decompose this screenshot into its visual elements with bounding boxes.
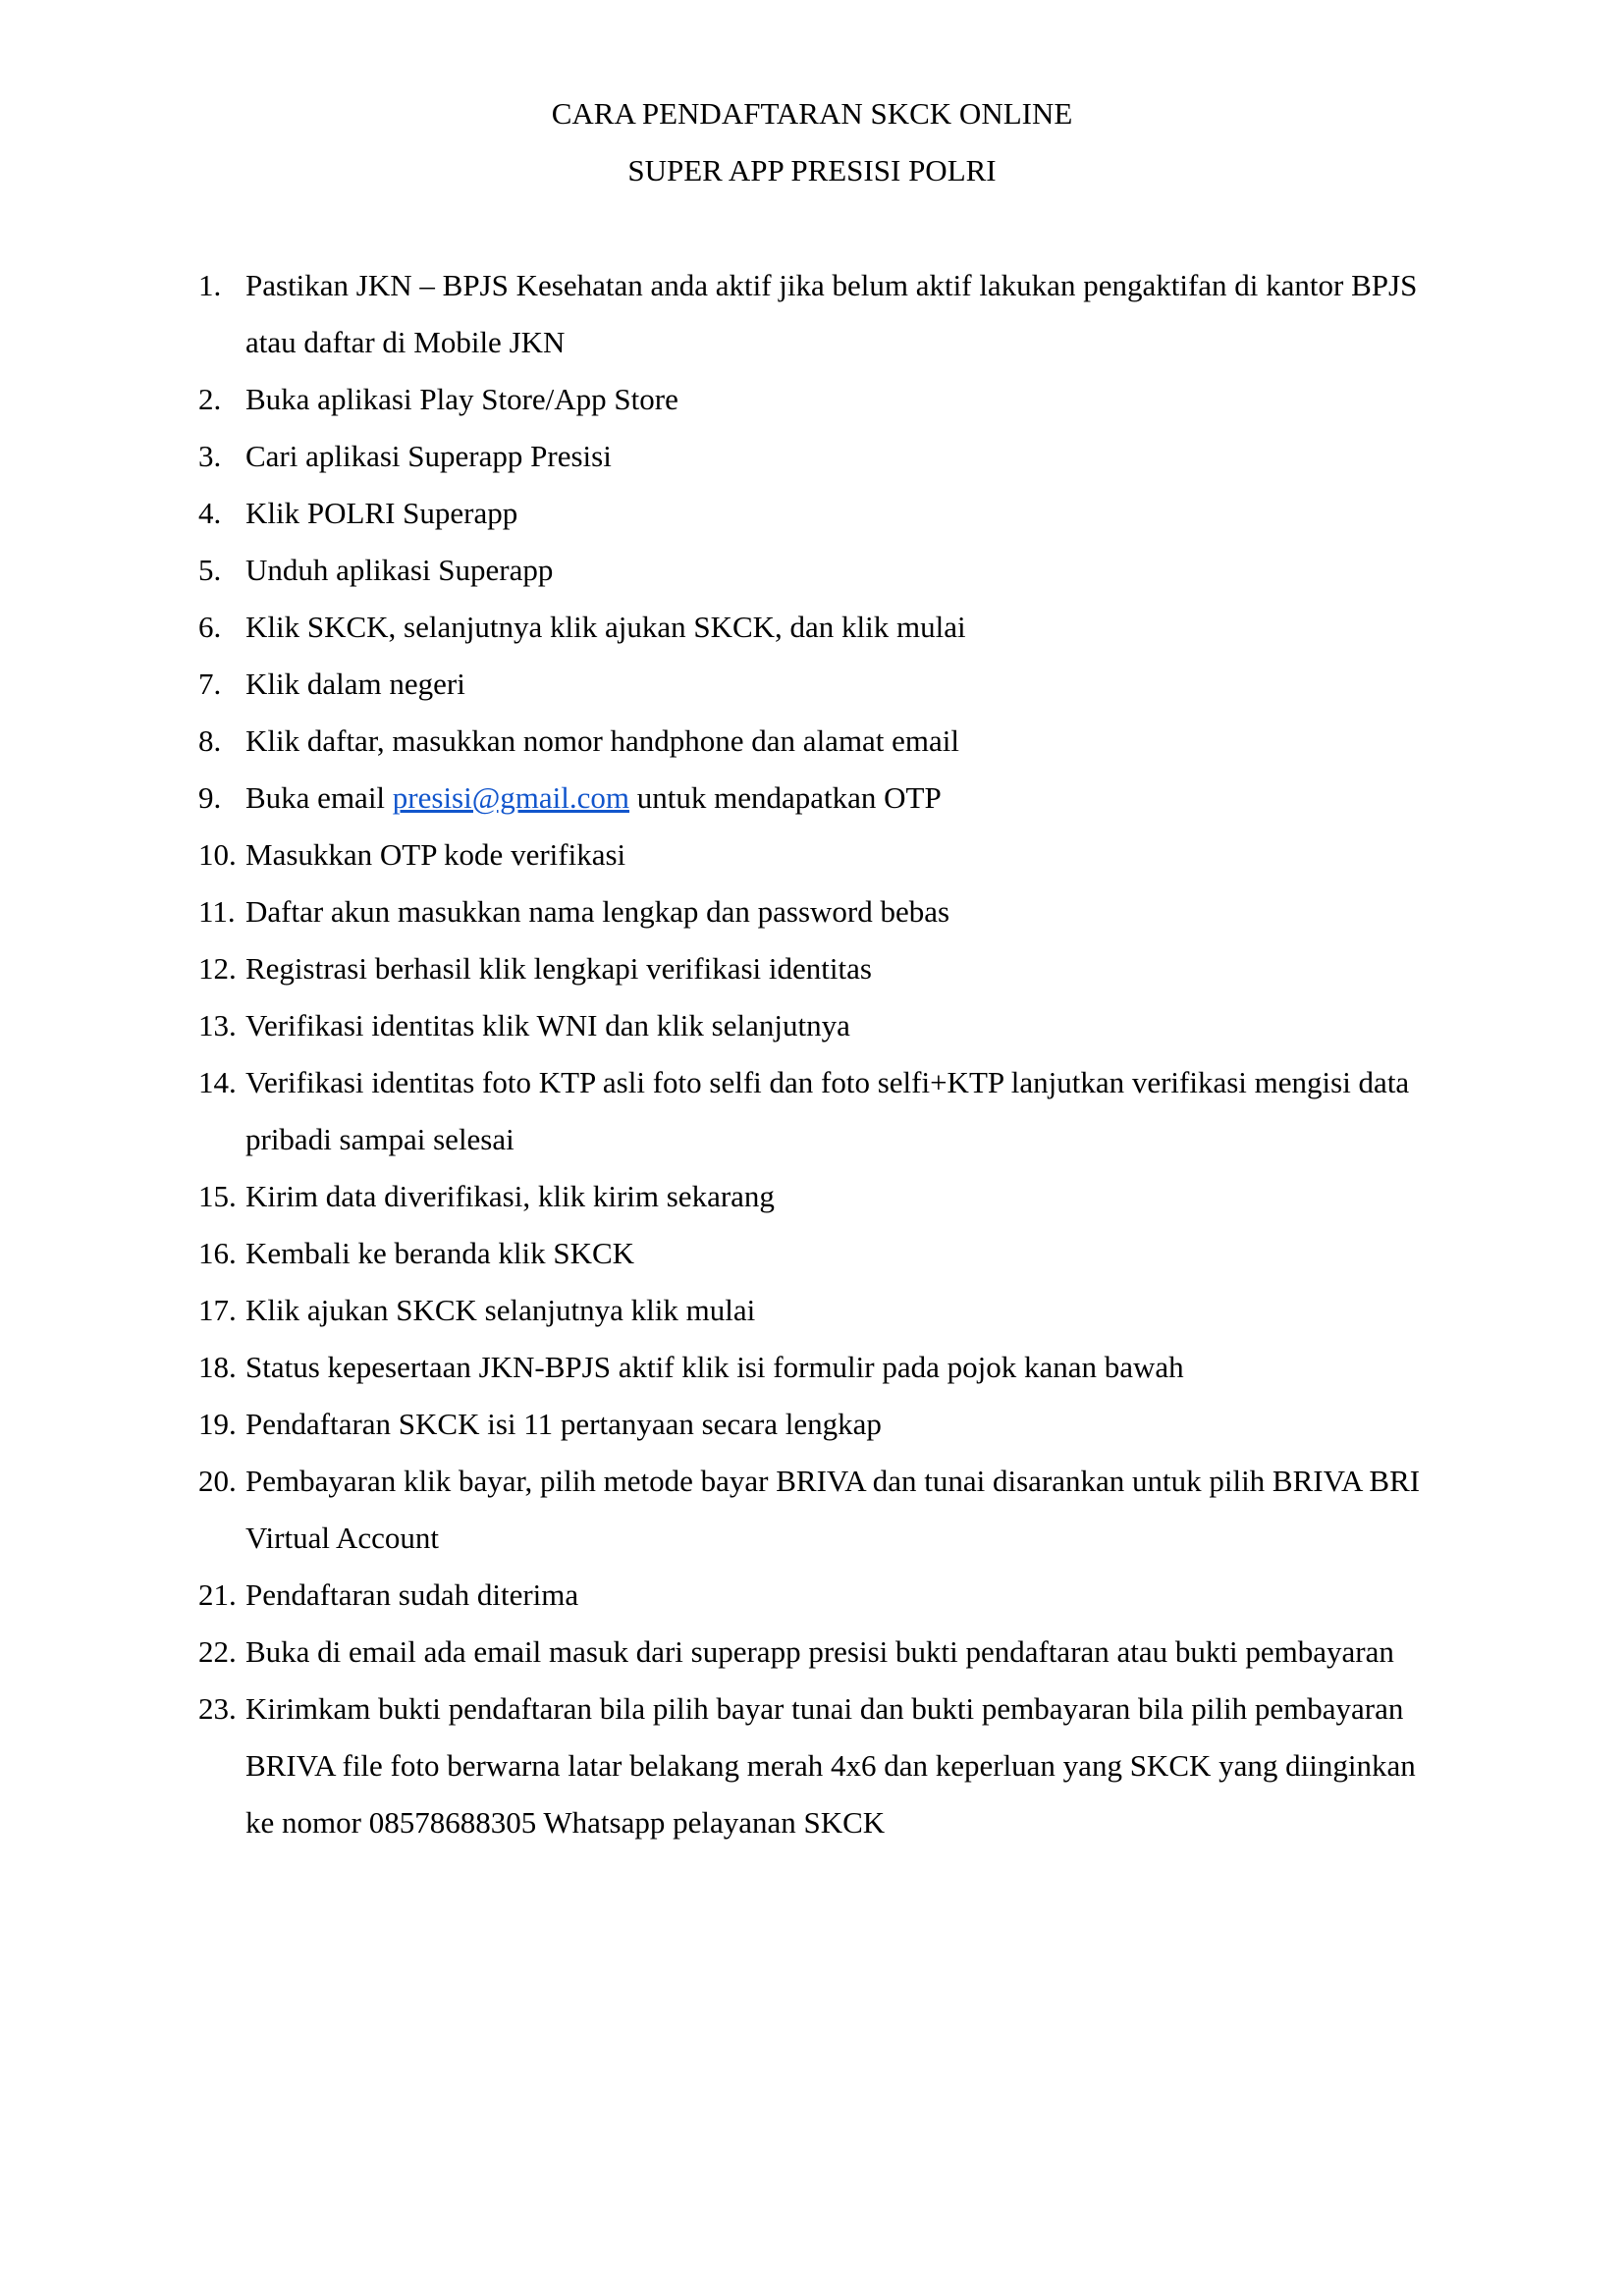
- item-text: Buka di email ada email masuk dari superapp presisi bukti pendaftaran atau bukti pembayaran: [245, 1634, 1394, 1669]
- item-number: 21.: [198, 1577, 237, 1612]
- item-text: Unduh aplikasi Superapp: [245, 553, 554, 587]
- list-item: [198, 656, 1536, 713]
- item-text: Pendaftaran SKCK isi 11 pertanyaan secara lengkap: [245, 1407, 882, 1441]
- item-number: 19.: [198, 1407, 237, 1441]
- list-item: [198, 997, 1536, 1054]
- item-text: Klik daftar, masukkan nomor handphone dan alamat email: [245, 723, 960, 758]
- item-number: 12.: [198, 951, 237, 986]
- list-item: [198, 599, 1536, 656]
- item-text: Cari aplikasi Superapp Presisi: [245, 439, 612, 473]
- item-text: Kirimkam bukti pendaftaran bila pilih bayar tunai dan bukti pembayaran bila pilih pembayaran BRIVA file foto berwarna latar belakang merah 4x6 dan keperluan yang SKCK yang diinginkan ke nomor 08578688305 Whatsapp pelayanan SKCK: [245, 1691, 1416, 1840]
- item-number: 5.: [198, 553, 222, 587]
- item-text-before-link: Buka email: [245, 780, 393, 815]
- item-number: 9.: [198, 780, 222, 815]
- item-text: Kembali ke beranda klik SKCK: [245, 1236, 635, 1270]
- list-item: [198, 1567, 1536, 1624]
- item-text: Masukkan OTP kode verifikasi: [245, 837, 626, 872]
- list-item: [198, 1054, 1536, 1168]
- item-text-after-link: untuk mendapatkan OTP: [629, 780, 942, 815]
- item-text: Status kepesertaan JKN-BPJS aktif klik isi formulir pada pojok kanan bawah: [245, 1350, 1184, 1384]
- item-number: 6.: [198, 610, 222, 644]
- list-item: [198, 713, 1536, 770]
- list-item: [198, 827, 1536, 883]
- list-item: [198, 1282, 1536, 1339]
- item-text: Verifikasi identitas klik WNI dan klik selanjutnya: [245, 1008, 850, 1042]
- list-item: [198, 770, 1536, 827]
- item-text: Daftar akun masukkan nama lengkap dan password bebas: [245, 894, 950, 929]
- list-item: [198, 1624, 1536, 1681]
- list-item: [198, 257, 1536, 371]
- list-item: [198, 940, 1536, 997]
- list-item: [198, 1681, 1536, 1851]
- item-number: 11.: [198, 894, 236, 929]
- instruction-list: [198, 257, 1536, 1851]
- list-item: [198, 1396, 1536, 1453]
- item-number: 7.: [198, 667, 222, 701]
- item-number: 18.: [198, 1350, 237, 1384]
- item-text: Registrasi berhasil klik lengkapi verifikasi identitas: [245, 951, 872, 986]
- item-number: 14.: [198, 1065, 237, 1099]
- item-number: 17.: [198, 1293, 237, 1327]
- item-number: 4.: [198, 496, 222, 530]
- email-link[interactable]: presisi@gmail.com: [392, 780, 630, 815]
- document-title: [0, 0, 1624, 199]
- item-text: Klik POLRI Superapp: [245, 496, 518, 530]
- item-text: Pastikan JKN – BPJS Kesehatan anda aktif jika belum aktif lakukan pengaktifan di kantor BPJS atau daftar di Mobile JKN: [245, 268, 1418, 359]
- list-item: [198, 371, 1536, 428]
- item-number: 16.: [198, 1236, 237, 1270]
- item-number: 23.: [198, 1691, 237, 1726]
- item-text: Pendaftaran sudah diterima: [245, 1577, 579, 1612]
- item-number: 10.: [198, 837, 237, 872]
- item-number: 8.: [198, 723, 222, 758]
- list-item: [198, 1225, 1536, 1282]
- item-text: [245, 780, 942, 815]
- item-number: 2.: [198, 382, 222, 416]
- list-item: [198, 1453, 1536, 1567]
- list-item: [198, 428, 1536, 485]
- page-title-line-1: CARA PENDAFTARAN SKCK ONLINE: [551, 96, 1073, 131]
- item-text: Kirim data diverifikasi, klik kirim sekarang: [245, 1179, 775, 1213]
- item-text: Verifikasi identitas foto KTP asli foto selfi dan foto selfi+KTP lanjutkan verifikasi mengisi data pribadi sampai selesai: [245, 1065, 1410, 1156]
- list-item: [198, 1168, 1536, 1225]
- item-text: Pembayaran klik bayar, pilih metode bayar BRIVA dan tunai disarankan untuk pilih BRIVA BRI Virtual Account: [245, 1464, 1421, 1555]
- item-text: Klik ajukan SKCK selanjutnya klik mulai: [245, 1293, 756, 1327]
- item-text: Klik SKCK, selanjutnya klik ajukan SKCK, dan klik mulai: [245, 610, 966, 644]
- item-number: 22.: [198, 1634, 237, 1669]
- list-item: [198, 485, 1536, 542]
- list-item: [198, 542, 1536, 599]
- item-number: 3.: [198, 439, 222, 473]
- item-number: 13.: [198, 1008, 237, 1042]
- item-number: 15.: [198, 1179, 237, 1213]
- item-number: 1.: [198, 268, 222, 302]
- page-title-line-2: SUPER APP PRESISI POLRI: [627, 153, 997, 187]
- item-number: 20.: [198, 1464, 237, 1498]
- item-text: Buka aplikasi Play Store/App Store: [245, 382, 678, 416]
- list-item: [198, 1339, 1536, 1396]
- item-text: Klik dalam negeri: [245, 667, 465, 701]
- list-item: [198, 883, 1536, 940]
